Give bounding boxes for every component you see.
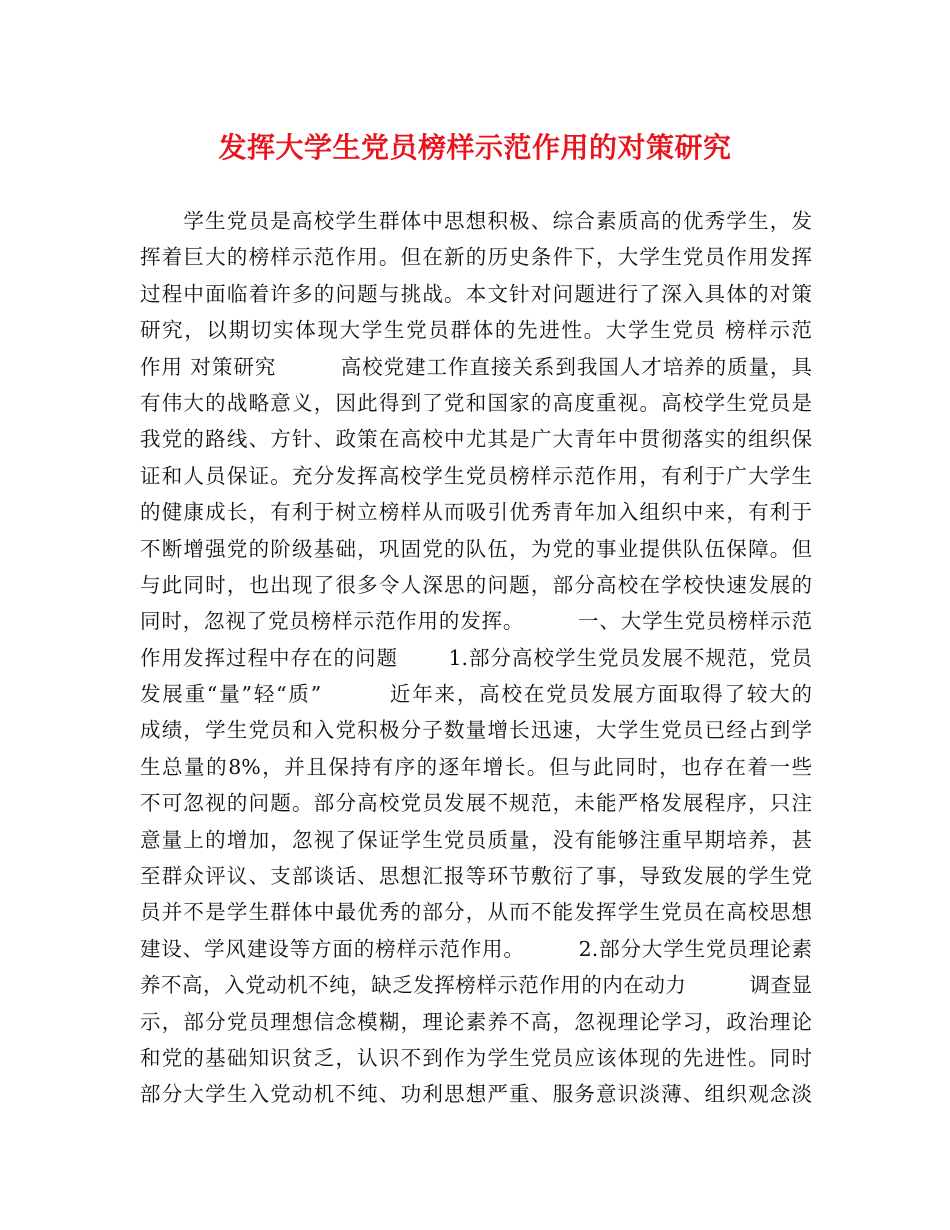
body-line: 发展重“量”轻“质” 近年来，高校在党员发展方面取得了较大的	[140, 682, 812, 707]
body-line: 的健康成长，有利于树立榜样从而吸引优秀青年加入组织中来，有利于	[140, 500, 812, 525]
body-line: 与此同时，也出现了很多令人深思的问题，部分高校在学校快速发展的	[140, 572, 812, 597]
body-line: 不可忽视的问题。部分高校党员发展不规范，未能严格发展程序，只注	[140, 791, 812, 816]
body-line: 证和人员保证。充分发挥高校学生党员榜样示范作用，有利于广大学生	[140, 463, 812, 488]
body-line: 挥着巨大的榜样示范作用。但在新的历史条件下，大学生党员作用发挥	[140, 245, 812, 270]
body-line: 至群众评议、支部谈话、思想汇报等环节敷衍了事，导致发展的学生党	[140, 864, 812, 889]
document-title: 发挥大学生党员榜样示范作用的对策研究	[218, 131, 732, 164]
body-line: 过程中面临着许多的问题与挑战。本文针对问题进行了深入具体的对策	[140, 281, 812, 306]
body-line: 同时，忽视了党员榜样示范作用的发挥。 一、大学生党员榜样示范	[140, 609, 812, 634]
body-line: 意量上的增加，忽视了保证学生党员质量，没有能够注重早期培养，甚	[140, 827, 812, 852]
body-line: 建设、学风建设等方面的榜样示范作用。 2.部分大学生党员理论素	[140, 936, 812, 961]
body-line: 和党的基础知识贫乏，认识不到作为学生党员应该体现的先进性。同时	[140, 1045, 812, 1070]
body-line: 作用 对策研究 高校党建工作直接关系到我国人才培养的质量，具	[140, 354, 812, 379]
body-line: 作用发挥过程中存在的问题 1.部分高校学生党员发展不规范，党员	[140, 645, 812, 670]
body-line: 有伟大的战略意义，因此得到了党和国家的高度重视。高校学生党员是	[140, 390, 812, 415]
body-line: 生总量的8%，并且保持有序的逐年增长。但与此同时，也存在着一些	[140, 754, 812, 779]
body-line: 成绩，学生党员和入党积极分子数量增长迅速，大学生党员已经占到学	[140, 718, 812, 743]
body-line: 员并不是学生群体中最优秀的部分，从而不能发挥学生党员在高校思想	[140, 900, 812, 925]
body-line: 养不高，入党动机不纯，缺乏发挥榜样示范作用的内在动力 调查显	[140, 973, 812, 998]
body-line: 示，部分党员理想信念模糊，理论素养不高，忽视理论学习，政治理论	[140, 1009, 812, 1034]
body-line: 部分大学生入党动机不纯、功利思想严重、服务意识淡薄、组织观念淡	[140, 1082, 812, 1107]
body-line: 研究，以期切实体现大学生党员群体的先进性。大学生党员 榜样示范	[140, 318, 812, 343]
document-body	[140, 203, 812, 1113]
body-line: 学生党员是高校学生群体中思想积极、综合素质高的优秀学生，发	[140, 209, 812, 233]
body-line: 不断增强党的阶级基础，巩固党的队伍，为党的事业提供队伍保障。但	[140, 536, 812, 561]
body-line: 我党的路线、方针、政策在高校中尤其是广大青年中贯彻落实的组织保	[140, 427, 812, 452]
